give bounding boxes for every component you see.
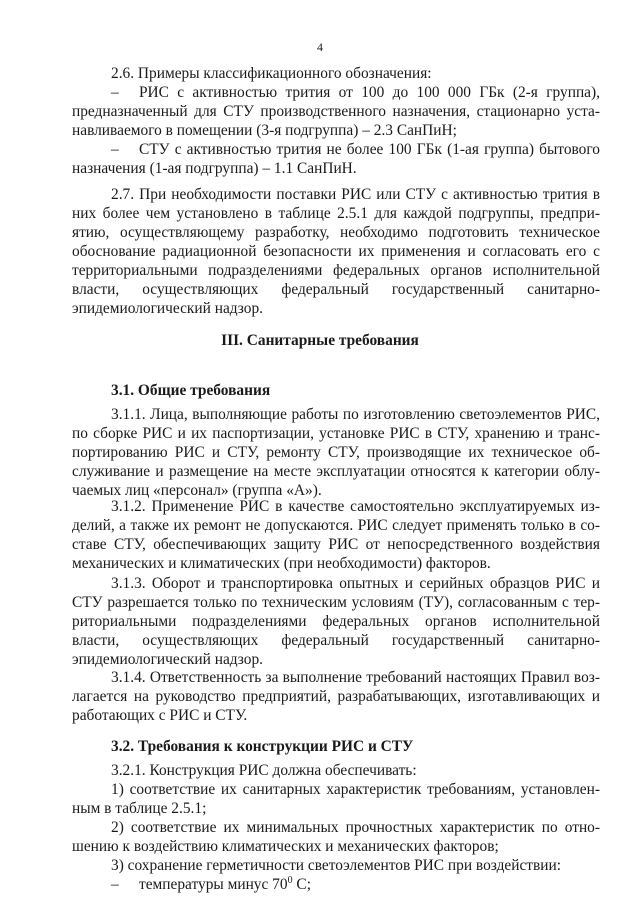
paragraph-3-1-3	[72, 574, 600, 669]
text-line: по сборке РИС и их паспортизации, установке РИС в СТУ, хранению и транс-	[72, 425, 600, 442]
text-line: 3) сохранение герметичности светоэлементов РИС при воздействии:	[111, 857, 562, 874]
text-line: 3.1.2. Применение РИС в качестве самостоятельно эксплуатируемых из-	[111, 498, 600, 515]
section-2-7	[72, 185, 600, 318]
subsection-3-2-heading: 3.2. Требования к конструкции РИС и СТУ	[111, 738, 414, 755]
text-line: предназначенный для СТУ производственного назначения, стационарно уста-	[72, 103, 600, 120]
paragraph-3-1-2	[72, 497, 600, 573]
text-line: чаемых лиц «персонал» (группа «А»).	[72, 482, 322, 499]
text-line: навливаемого в помещении (3-я подгруппа) – 2.3 СанПиН;	[72, 122, 457, 139]
text-line: 2.7. При необходимости поставки РИС или СТУ с активностью трития в	[111, 186, 600, 203]
paragraph-3-1-1	[72, 405, 600, 500]
text-line: власти, осуществляющих федеральный государственный санитарно-	[72, 632, 600, 649]
text-line: ным в таблице 2.5.1;	[72, 800, 207, 817]
text-line: ставе СТУ, обеспечивающих защиту РИС от непосредственного воздействия	[72, 536, 600, 553]
list-dash: –	[111, 84, 119, 101]
text-line: портированию РИС и СТУ, ремонту СТУ, производящие их техническое об-	[72, 444, 600, 461]
list-item	[72, 83, 600, 102]
degree-superscript: 0	[287, 874, 293, 886]
text-line: территориальными подразделениями федеральных органов исполнительной	[72, 262, 600, 279]
text-line: 3.2.1. Конструкция РИС должна обеспечивать:	[111, 762, 417, 779]
list-item-text-suffix: С;	[292, 876, 311, 893]
text-line: власти, осуществляющих федеральный государственный санитарно-	[72, 281, 600, 298]
text-line: механических и климатических (при необходимости) факторов.	[72, 555, 491, 572]
text-line: лагается на руководство предприятий, разрабатывающих, изготавливающих и	[72, 688, 600, 705]
list-item	[72, 140, 600, 159]
text-line: ятию, осуществляющему разработку, необходимо подготовить техническое	[72, 224, 600, 241]
list-item-text: СТУ с активностью трития не более 100 ГБк (1-ая группа) бытового	[139, 141, 600, 158]
text-line: шению к воздействию климатических и механических факторов;	[72, 838, 499, 855]
text-line: работающих с РИС и СТУ.	[72, 707, 248, 724]
list-item	[72, 875, 600, 894]
list-item-text: РИС с активностью трития от 100 до 100 000 ГБк (2-я группа),	[139, 84, 600, 101]
text-line: назначения (1-ая подгруппа) – 1.1 СанПиН.	[72, 160, 357, 177]
text-line: делий, а также их ремонт не допускаются. РИС следует применять только в со-	[72, 517, 600, 534]
paragraph-3-1-4	[72, 668, 600, 725]
paragraph-3-2-1	[72, 761, 600, 894]
text-line: обоснование радиационной безопасности их применения и согласовать его с	[72, 243, 600, 260]
subsection-3-1-heading: 3.1. Общие требования	[111, 382, 271, 399]
list-dash: –	[111, 141, 119, 158]
text-line: 3.1.4. Ответственность за выполнение требований настоящих Правил воз-	[111, 669, 600, 686]
text-line: 3.1.3. Оборот и транспортировка опытных и серийных образцов РИС и	[111, 575, 600, 592]
page-number: 4	[317, 40, 323, 54]
list-item-text: температуры минус 70	[139, 876, 288, 893]
list-dash: –	[111, 876, 119, 893]
section-2-6-title: 2.6. Примеры классификационного обозначения:	[111, 65, 432, 82]
text-line: них более чем установлено в таблице 2.5.1 для каждой подгруппы, предпри-	[72, 205, 600, 222]
text-line: эпидемиологический надзор.	[72, 300, 264, 317]
text-line: риториальными подразделениями федеральных органов исполнительной	[72, 613, 600, 630]
text-line: служивание и размещение на месте эксплуатации относятся к категории облу-	[72, 463, 600, 480]
text-line: 1) соответствие их санитарных характеристик требованиям, установлен-	[111, 781, 600, 798]
section-3-heading: III. Санитарные требования	[221, 332, 419, 349]
text-line: 2) соответствие их минимальных прочностных характеристик по отно-	[111, 819, 600, 836]
text-line: СТУ разрешается только по техническим условиям (ТУ), согласованным с тер-	[72, 594, 600, 611]
section-2-6	[72, 64, 600, 178]
text-line: 3.1.1. Лица, выполняющие работы по изготовлению светоэлементов РИС,	[111, 406, 600, 423]
text-line: эпидемиологический надзор.	[72, 651, 264, 668]
